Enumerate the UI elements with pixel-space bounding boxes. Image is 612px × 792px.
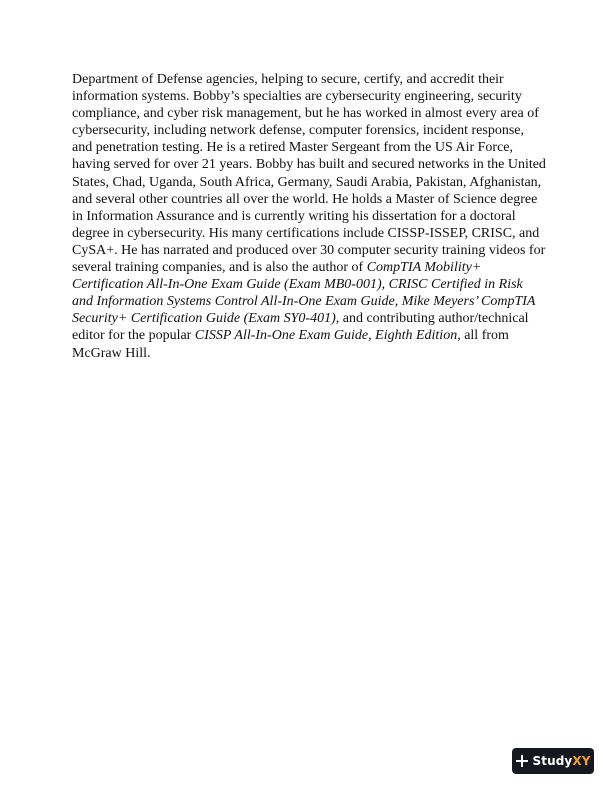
bio-text-part-2: , and contributing author/technical editor for the popular bbox=[72, 311, 529, 344]
plus-icon bbox=[516, 755, 528, 767]
bio-cissp-title: CISSP All-In-One Exam Guide, Eighth Edition bbox=[194, 328, 458, 344]
badge-brand-accent: XY bbox=[572, 754, 591, 768]
bio-book-titles: CompTIA Mobility+ Certification All-In-One Exam Guide (Exam MB0-001), CRISC Certified in Risk and Information Systems Control All-In-One Exam Guide, Mike Meyers’ CompTIA Security+ Certification Guide (Exam SY0-401) bbox=[72, 260, 536, 327]
badge-brand-main: Study bbox=[532, 754, 573, 768]
bio-text-part-3: , all from McGraw Hill. bbox=[72, 328, 509, 361]
bio-text-part-1: Department of Defense agencies, helping to secure, certify, and accredit their information systems. Bobby’s specialties are cybersecurity engineering, security compliance, and cyber risk management, but he has worked in almost every area of cybersecurity, including network defense, computer forensics, incident response, and penetration testing. He is a retired Master Sergeant from the US Air Force, having served for over 21 years. Bobby has built and secured networks in the United States, Chad, Uganda, South Africa, Germany, Saudi Arabia, Pakistan, Afghanistan, and several other countries all over the world. He holds a Master of Science degree in Information Assurance and is currently writing his dissertation for a doctoral degree in cybersecurity. His many certifications include CISSP-ISSEP, CRISC, and CySA+. He has narrated and produced over 30 computer security training videos for several training companies, and is also the author of bbox=[72, 72, 546, 276]
bio-paragraph bbox=[72, 71, 547, 362]
studyxy-badge[interactable] bbox=[512, 748, 594, 774]
badge-brand bbox=[533, 754, 591, 768]
